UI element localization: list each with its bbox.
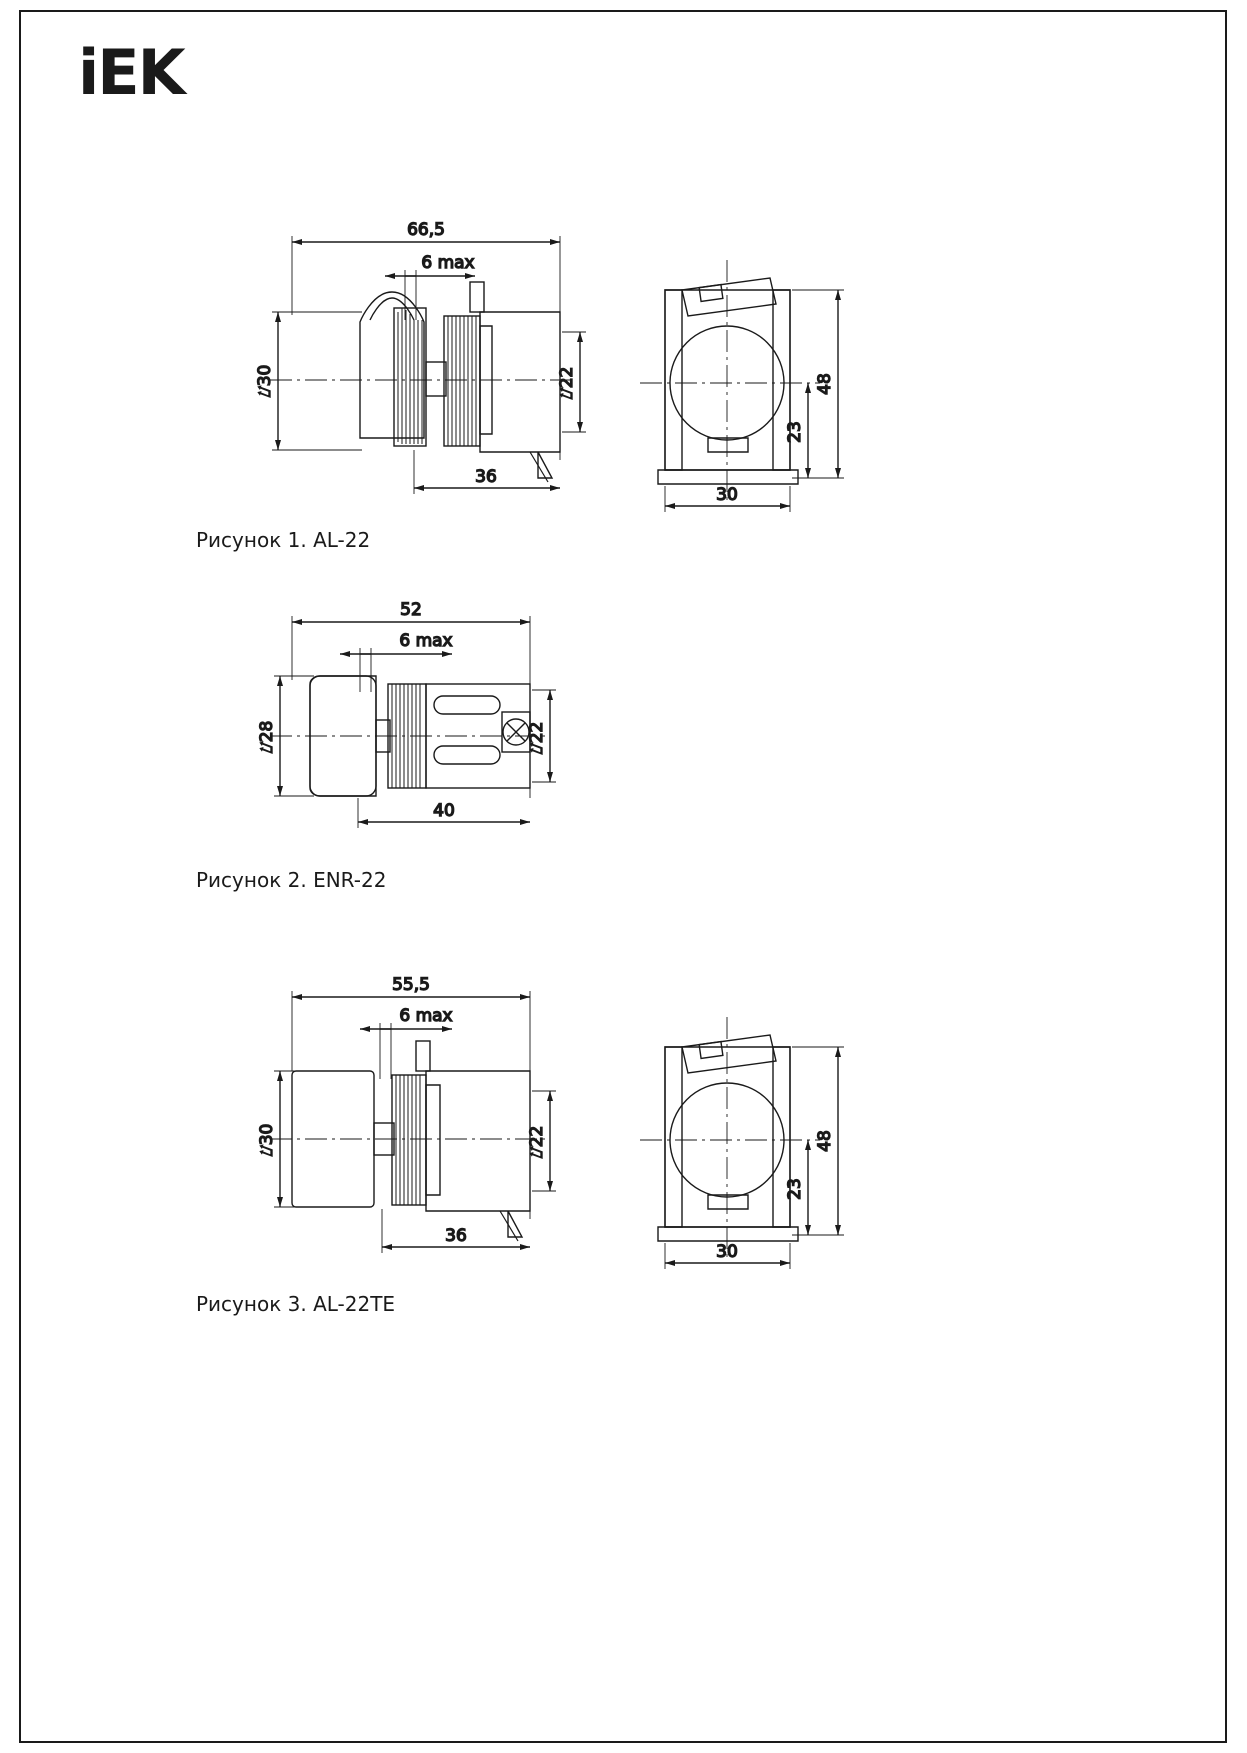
figure-3-svg xyxy=(230,975,950,1275)
dim-label-30: 30 xyxy=(716,485,738,505)
dim-label-40: 40 xyxy=(433,801,455,821)
dim-label-d30-3: ⌰30 xyxy=(257,1123,277,1157)
dim-label-23-3: 23 xyxy=(785,1178,805,1200)
figure-1-caption: Рисунок 1. AL-22 xyxy=(196,528,371,552)
dim-label-d30: ⌰30 xyxy=(255,364,275,398)
dim-label-30-3: 30 xyxy=(716,1242,738,1262)
dim-label-665: 66,5 xyxy=(407,220,445,240)
figure-3-drawing xyxy=(230,975,950,1279)
figure-2-caption: Рисунок 2. ENR-22 xyxy=(196,868,387,892)
figure-2-drawing xyxy=(230,600,950,854)
figure-1-svg xyxy=(230,220,950,520)
figure-1-drawing xyxy=(230,220,950,524)
dim-label-d22-3: ⌰22 xyxy=(527,1125,547,1159)
dim-label-6max-3: 6 max xyxy=(399,1006,453,1026)
dim-label-555: 55,5 xyxy=(392,975,430,995)
dim-label-52: 52 xyxy=(400,600,422,620)
dim-label-6max-2: 6 max xyxy=(399,631,453,651)
dim-label-6max: 6 max xyxy=(421,253,475,273)
dim-label-48-3: 48 xyxy=(815,1130,835,1152)
dim-label-d22: ⌰22 xyxy=(557,366,577,400)
dim-label-23: 23 xyxy=(785,421,805,443)
dim-label-36-3: 36 xyxy=(445,1226,467,1246)
iek-logo: iEK xyxy=(78,36,184,109)
dim-label-d22-2: ⌰22 xyxy=(527,721,547,755)
figure-2-svg xyxy=(230,600,950,850)
dim-label-d28: ⌰28 xyxy=(257,720,277,754)
dim-label-48: 48 xyxy=(815,373,835,395)
figure-3-caption: Рисунок 3. AL-22TE xyxy=(196,1292,396,1316)
dim-label-36: 36 xyxy=(475,467,497,487)
